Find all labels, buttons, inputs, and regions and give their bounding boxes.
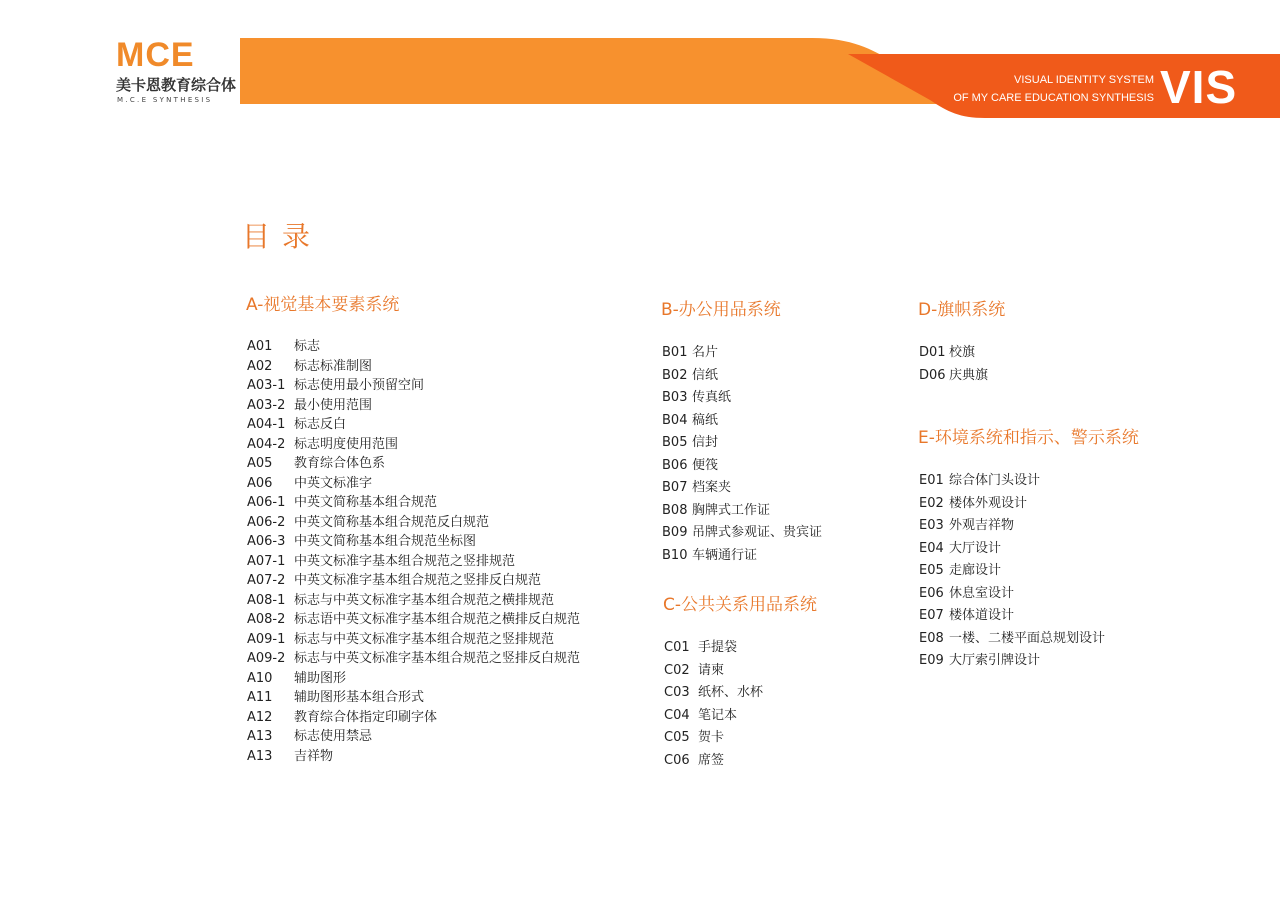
toc-entry-code: B08 [662,502,688,518]
toc-entry [919,583,1105,606]
toc-entry [664,682,763,705]
toc-entry-code: A12 [247,709,273,725]
toc-entry-code: A06-2 [247,514,286,530]
toc-entry-name: 楼体道设计 [949,608,1015,623]
toc-entry-code: B04 [662,412,688,428]
section-title-b: B-办公用品系统 [661,300,781,320]
toc-entry [247,669,580,689]
toc-entry [247,337,580,357]
toc-entry-name: 中英文标准字 [294,475,373,491]
toc-entry [662,477,822,500]
toc-entry-code: A03-1 [247,378,286,393]
toc-entry [662,500,822,523]
toc-entry-code: A02 [247,358,273,374]
toc-entry [664,750,763,773]
toc-entry-code: B03 [662,390,688,405]
toc-entry-code: D01 [919,345,946,360]
toc-entry-name: 标志标准制图 [294,358,373,374]
page-title: 目录 [242,220,323,253]
toc-entry-code: E04 [919,540,944,556]
toc-entry-name: 庆典旗 [949,367,989,383]
toc-entry-code: B01 [662,345,688,360]
toc-entry-code: B07 [662,480,688,495]
toc-entry [662,522,822,545]
toc-entry-code: A13 [247,729,273,744]
toc-entry-code: A04-1 [247,417,286,432]
toc-entry-name: 大厅索引牌设计 [949,653,1041,668]
section-list-a [247,337,580,766]
toc-entry-name: 吉祥物 [294,748,334,764]
toc-entry-name: 档案夹 [692,480,732,495]
toc-entry-name: 手提袋 [698,640,738,655]
toc-entry [247,747,580,767]
toc-entry-code: A13 [247,748,273,764]
toc-entry [664,705,763,728]
section-title-c: C-公共关系用品系统 [663,595,818,615]
section-title-e: E-环境系统和指示、警示系统 [918,428,1139,448]
toc-entry [919,493,1105,516]
toc-entry [247,649,580,669]
toc-entry-name: 走廊设计 [949,563,1002,578]
vis-subtitle-line2: OF MY CARE EDUCATION SYNTHESIS [953,92,1154,104]
toc-entry [662,342,822,365]
toc-entry [919,470,1105,493]
toc-entry-code: C03 [664,685,690,700]
toc-entry-code: A09-2 [247,651,286,666]
toc-entry-name: 标志语中英文标准字基本组合规范之横排反白规范 [294,612,581,627]
toc-entry [247,435,580,455]
toc-entry-name: 辅助图形基本组合形式 [294,690,425,705]
toc-entry-name: 外观吉祥物 [949,518,1015,533]
toc-entry [247,415,580,435]
toc-entry-name: 教育综合体色系 [294,456,386,471]
toc-entry [919,605,1105,628]
toc-entry-name: 标志反白 [294,417,347,432]
toc-entry-code: A06 [247,475,273,491]
toc-entry-code: A07-1 [247,553,286,569]
toc-entry-code: A01 [247,339,273,354]
section-list-c [664,637,763,772]
toc-entry-code: B02 [662,367,688,383]
toc-entry [247,493,580,513]
toc-entry [662,455,822,478]
toc-entry-code: E09 [919,653,944,668]
toc-entry-name: 胸牌式工作证 [692,502,771,518]
toc-entry-name: 中英文简称基本组合规范反白规范 [294,514,490,530]
toc-entry-code: A07-2 [247,573,286,588]
toc-entry [247,357,580,377]
toc-entry [662,387,822,410]
toc-entry-code: D06 [919,367,946,383]
vis-subtitle-line1: VISUAL IDENTITY SYSTEM [1014,74,1154,86]
vis-heading: VIS [1160,61,1238,113]
toc-entry-code: E05 [919,563,944,578]
toc-entry-code: B10 [662,547,688,563]
toc-entry-name: 名片 [692,345,719,360]
toc-entry [919,538,1105,561]
toc-entry-name: 教育综合体指定印刷字体 [294,709,438,725]
toc-entry-code: A06-3 [247,534,286,549]
section-title-a: A-视觉基本要素系统 [246,295,400,315]
toc-entry-name: 车辆通行证 [692,547,758,563]
toc-entry [247,591,580,611]
toc-entry-code: C05 [664,730,690,745]
toc-entry [247,552,580,572]
toc-entry [247,396,580,416]
toc-entry-name: 中英文简称基本组合规范坐标图 [294,534,477,549]
toc-entry-code: C04 [664,707,690,723]
toc-entry-code: A03-2 [247,397,286,413]
toc-entry [247,610,580,630]
toc-entry-name: 大厅设计 [949,540,1002,556]
toc-entry-name: 稿纸 [692,412,719,428]
section-list-e [919,470,1105,673]
toc-entry [662,432,822,455]
toc-entry-code: C02 [664,662,690,678]
toc-entry [919,515,1105,538]
toc-entry [247,571,580,591]
toc-entry-code: A08-2 [247,612,286,627]
toc-entry-code: E01 [919,473,944,488]
toc-entry-name: 一楼、二楼平面总规划设计 [949,630,1106,646]
logo-chinese-name: 美卡恩教育综合体 [116,76,237,94]
mce-logo [116,36,237,104]
toc-entry-name: 标志与中英文标准字基本组合规范之横排规范 [294,592,555,608]
toc-entry [247,532,580,552]
toc-entry [247,688,580,708]
toc-entry-name: 标志 [294,339,321,354]
toc-entry [664,660,763,683]
toc-entry-name: 中英文标准字基本组合规范之竖排规范 [294,553,516,569]
toc-entry-name: 请柬 [698,662,725,678]
toc-entry [247,454,580,474]
toc-entry-code: C06 [664,752,690,768]
toc-entry [919,650,1105,673]
toc-entry [247,708,580,728]
toc-entry-code: A04-2 [247,436,286,452]
toc-entry-code: A05 [247,456,273,471]
toc-entry [919,628,1105,651]
toc-entry-code: A10 [247,670,273,686]
toc-entry-code: A09-1 [247,631,286,647]
toc-entry-name: 楼体外观设计 [949,495,1028,511]
toc-entry-name: 席签 [698,752,725,768]
toc-entry-code: E03 [919,518,944,533]
toc-entry-code: E07 [919,608,944,623]
toc-entry [247,513,580,533]
toc-entry [662,365,822,388]
toc-entry-name: 吊牌式参观证、贵宾证 [692,525,823,540]
toc-entry [919,560,1105,583]
toc-entry [919,365,988,388]
section-list-d [919,342,988,387]
toc-entry-code: E06 [919,585,944,601]
logo-mark: MCE [116,36,195,74]
toc-entry-code: B09 [662,525,688,540]
toc-entry-name: 信封 [692,435,719,450]
toc-entry [664,727,763,750]
toc-entry-name: 纸杯、水杯 [698,685,764,700]
toc-entry-name: 标志使用最小预留空间 [294,378,425,393]
toc-entry-name: 传真纸 [692,390,732,405]
toc-entry-name: 辅助图形 [294,670,347,686]
toc-entry-code: B05 [662,435,688,450]
toc-entry-name: 标志与中英文标准字基本组合规范之竖排反白规范 [294,651,581,666]
section-list-b [662,342,822,567]
toc-entry [919,342,988,365]
toc-entry-name: 信纸 [692,367,719,383]
toc-entry-name: 笔记本 [698,707,738,723]
toc-entry-code: B06 [662,457,688,473]
toc-entry [662,410,822,433]
toc-entry-name: 标志明度使用范围 [294,436,399,452]
toc-entry [247,727,580,747]
toc-entry-code: A11 [247,690,273,705]
toc-entry-code: E02 [919,495,944,511]
toc-entry-name: 便筏 [692,457,719,473]
toc-entry [664,637,763,660]
toc-entry [247,630,580,650]
toc-entry-name: 校旗 [949,345,976,360]
toc-entry-code: A06-1 [247,495,286,510]
toc-entry-name: 最小使用范围 [294,397,373,413]
toc-entry-name: 中英文标准字基本组合规范之竖排反白规范 [294,573,542,588]
logo-english-name: M.C.E SYNTHESIS [117,96,213,104]
toc-entry-name: 中英文简称基本组合规范 [294,495,438,510]
toc-entry-name: 标志使用禁忌 [294,729,373,744]
toc-entry [247,376,580,396]
toc-entry-code: C01 [664,640,690,655]
toc-entry [662,545,822,568]
toc-entry-name: 贺卡 [698,730,725,745]
toc-entry [247,474,580,494]
toc-entry-name: 综合体门头设计 [949,473,1041,488]
toc-entry-code: E08 [919,630,944,646]
toc-entry-name: 标志与中英文标准字基本组合规范之竖排规范 [294,631,555,647]
toc-entry-name: 休息室设计 [949,585,1015,601]
section-title-d: D-旗帜系统 [918,300,1006,320]
toc-entry-code: A08-1 [247,592,286,608]
